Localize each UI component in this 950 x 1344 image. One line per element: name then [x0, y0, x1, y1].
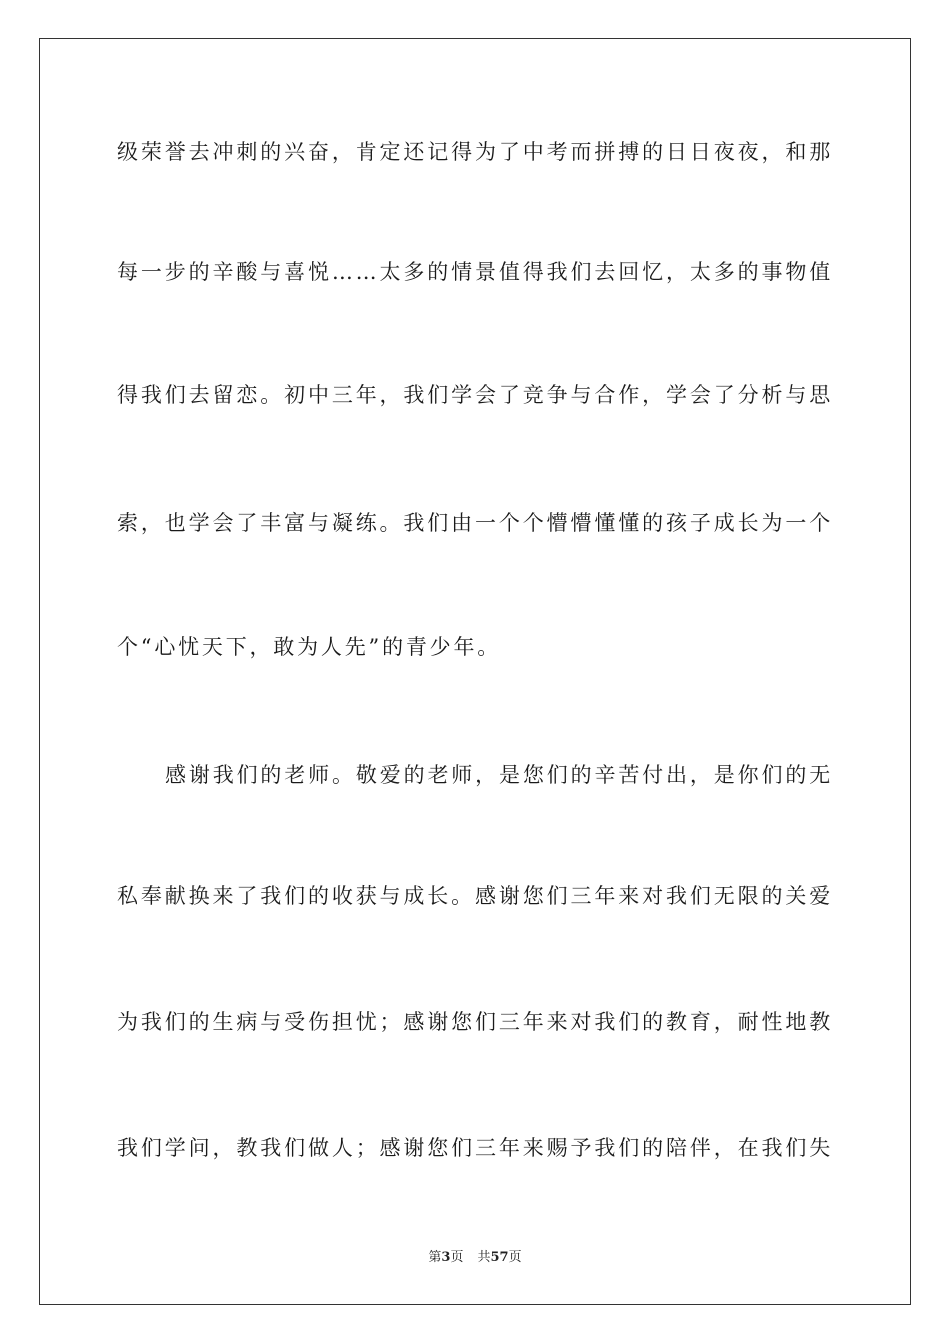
paragraph-line-5: 个“心忧天下，敢为人先”的青少年。: [117, 635, 502, 659]
paragraph-line-9: 我们学问，教我们做人；感谢您们三年来赐予我们的陪伴，在我们失: [117, 1136, 833, 1160]
paragraph-line-2: 每一步的辛酸与喜悦……太多的情景值得我们去回忆，太多的事物值: [117, 260, 833, 284]
footer-total-suffix: 页: [508, 1250, 522, 1265]
paragraph-line-6: 感谢我们的老师。敬爱的老师，是您们的辛苦付出，是你们的无: [165, 763, 833, 787]
footer-page-suffix: 页: [450, 1250, 464, 1265]
footer-page-number: 3: [441, 1250, 451, 1265]
footer-page-prefix: 第: [428, 1250, 442, 1265]
paragraph-line-8: 为我们的生病与受伤担忧；感谢您们三年来对我们的教育，耐性地教: [117, 1010, 833, 1034]
page-footer: [0, 1249, 950, 1267]
footer-total-prefix: 共: [477, 1250, 491, 1265]
footer-total-pages: 57: [490, 1250, 509, 1265]
paragraph-line-7: 私奉献换来了我们的收获与成长。感谢您们三年来对我们无限的关爱: [117, 884, 833, 908]
page-border: [39, 38, 911, 1305]
paragraph-line-4: 索，也学会了丰富与凝练。我们由一个个懵懵懂懂的孩子成长为一个: [117, 511, 833, 535]
paragraph-line-3: 得我们去留恋。初中三年，我们学会了竞争与合作，学会了分析与思: [117, 383, 833, 407]
paragraph-line-1: 级荣誉去冲刺的兴奋，肯定还记得为了中考而拼搏的日日夜夜，和那: [117, 140, 833, 164]
